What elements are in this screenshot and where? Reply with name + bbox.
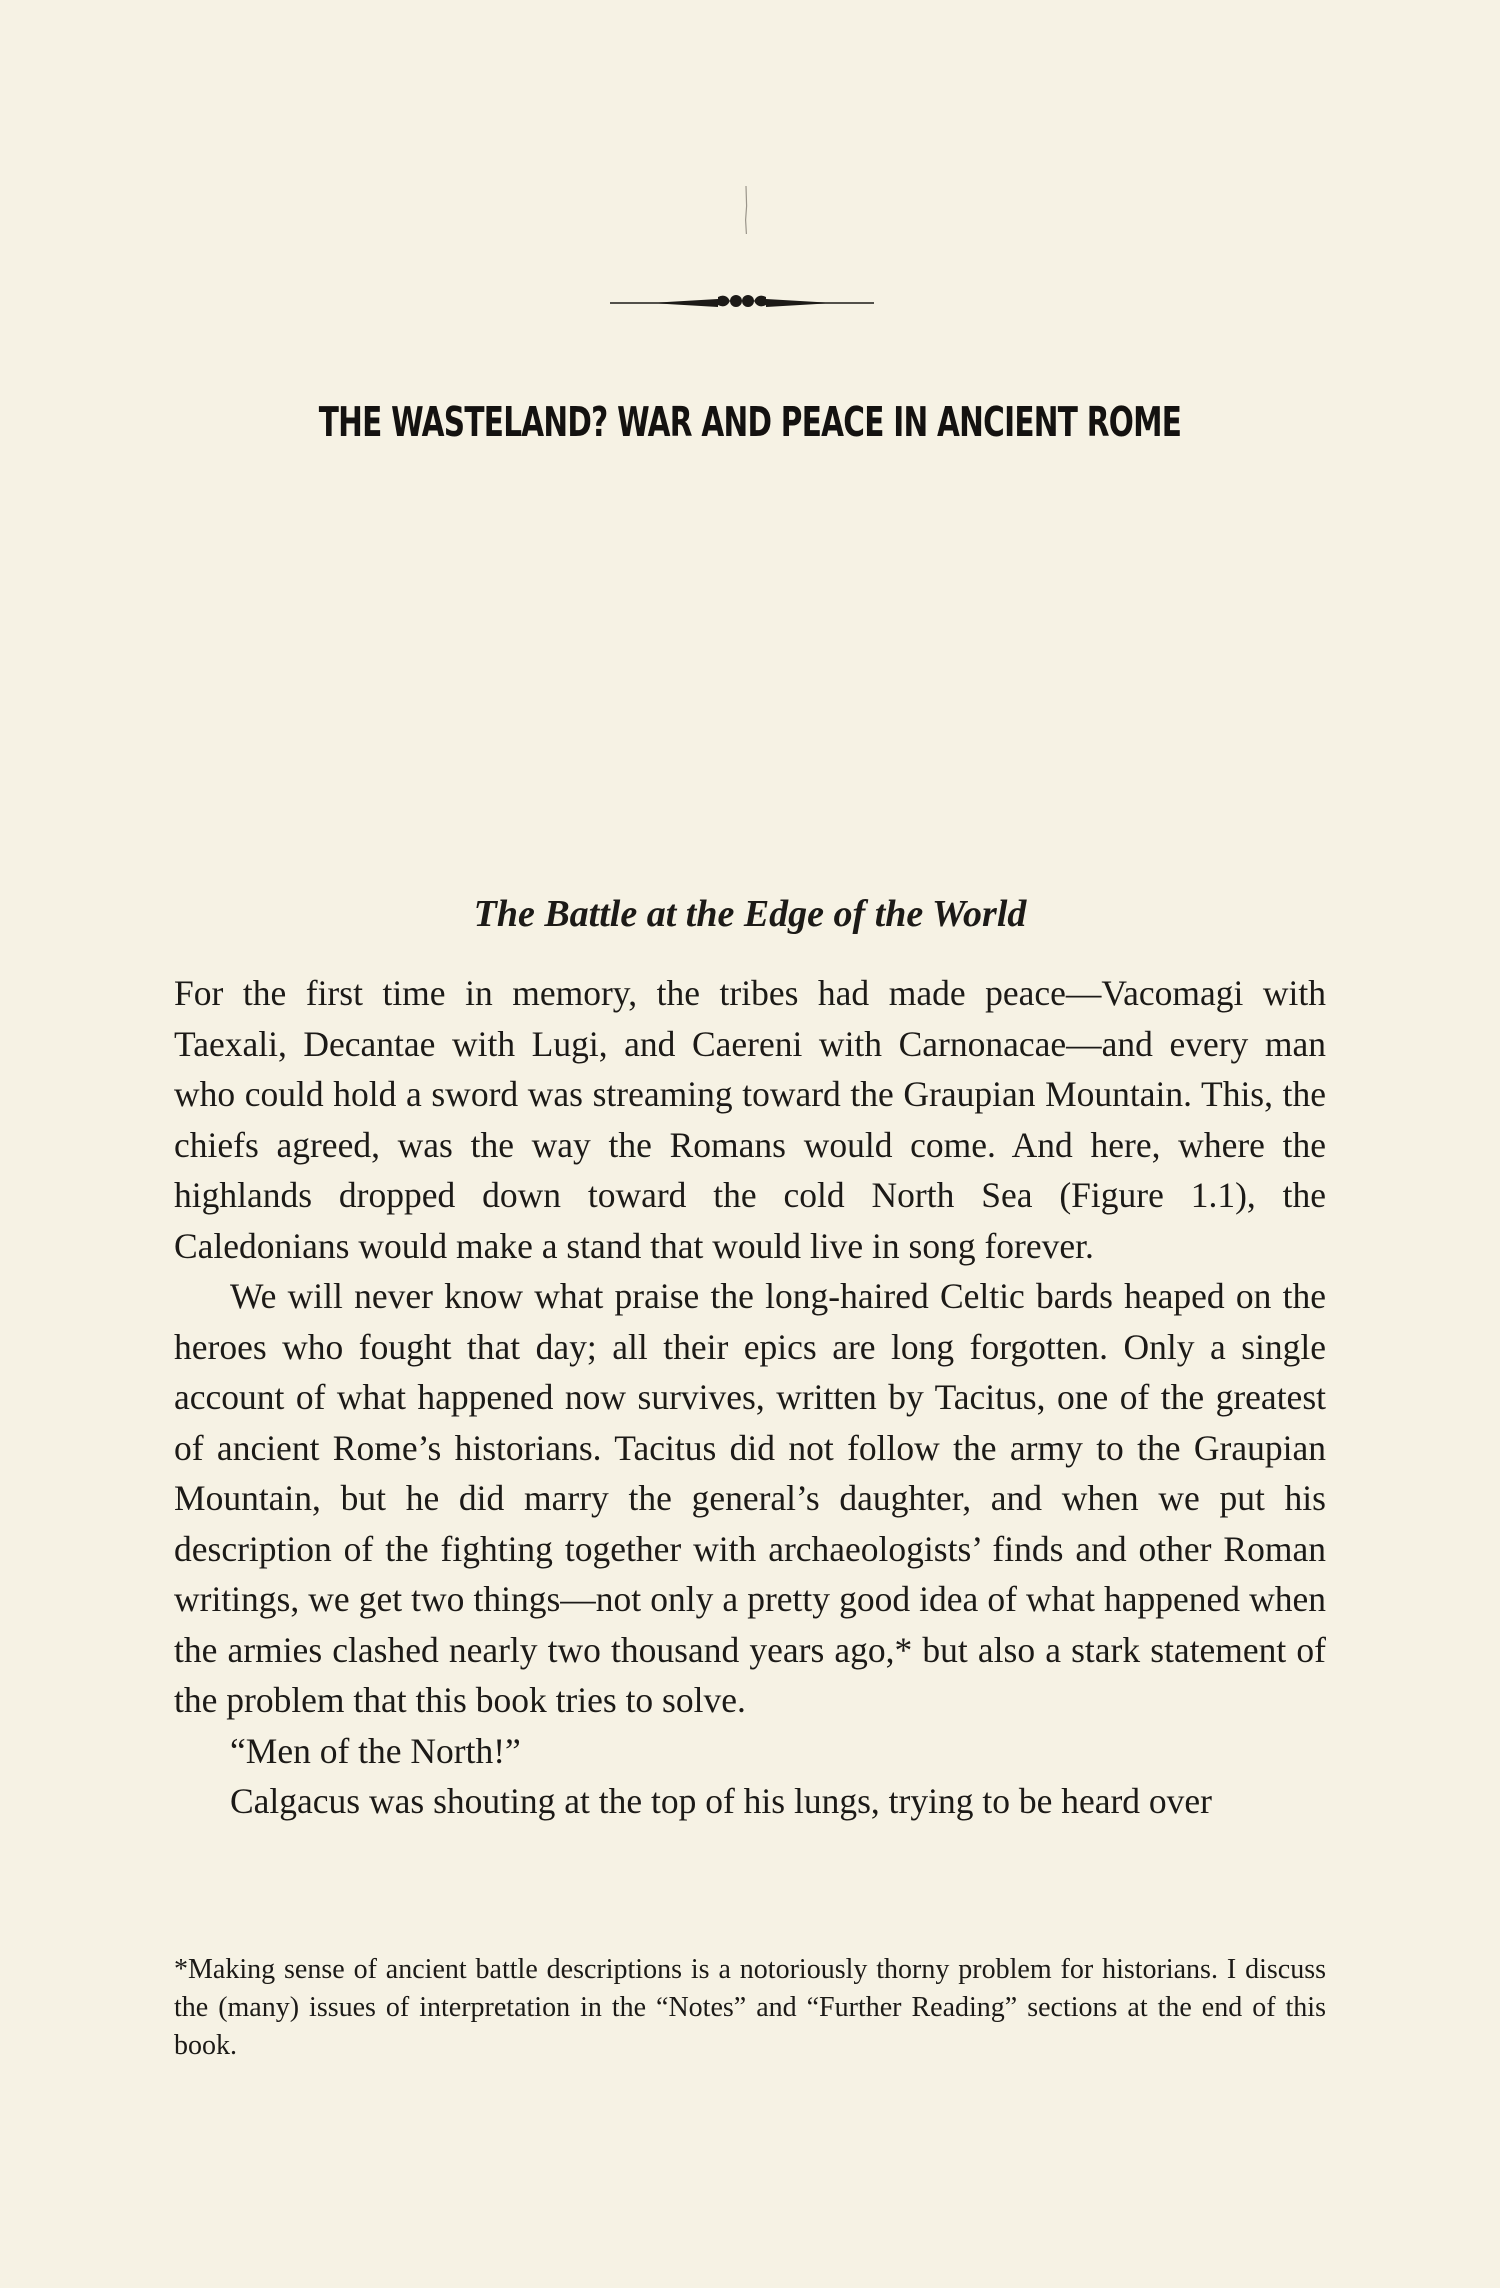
paragraph-3: “Men of the North!” (230, 1730, 521, 1771)
paragraph-2: We will never know what praise the long-haired Celtic bards heaped on the heroes who fought that day; all their epics are long forgotten. Only a single account of what happened now survives, written by Tacitus, one of the greatest of ancient Rome’s historians. Tacitus did not follow the army to the Graupian Mountain, but he did marry the general’s daughter, and when we put his description of the fighting together with archaeologists’ finds and other Roman writings, we get two things—not only a pretty good idea of what happened when the armies clashed nearly two thousand years ago,* but also a stark statement of the problem that this book tries to solve. (174, 1276, 1326, 1720)
chapter-title: THE WASTELAND? WAR AND PEACE IN ANCIENT ROME (318, 398, 1182, 446)
footnote (174, 1951, 1326, 2065)
footnote-text: *Making sense of ancient battle descriptions is a notoriously thorny problem for historians. I discuss the (many) issues of interpretation in the “Notes” and “Further Reading” sections at the end of this book. (174, 1954, 1326, 2061)
paragraph-4: Calgacus was shouting at the top of his lungs, trying to be heard over (230, 1781, 1212, 1821)
ink-speck-icon (744, 186, 748, 234)
section-heading: The Battle at the Edge of the World (473, 893, 1027, 935)
paragraph-1: For the first time in memory, the tribes had made peace—Vacomagi with Taexali, Decantae with Lugi, and Caereni with Carnonacae—and every man who could hold a sword was streaming toward the Graupian Mountain. This, the chiefs agreed, was the way the Romans would come. And here, where the highlands dropped down toward the cold North Sea (Figure 1.1), the Caledonians would make a stand that would live in song forever. (174, 973, 1326, 1266)
decorative-rule-ornament-icon (610, 283, 874, 319)
body-text (174, 968, 1326, 1827)
